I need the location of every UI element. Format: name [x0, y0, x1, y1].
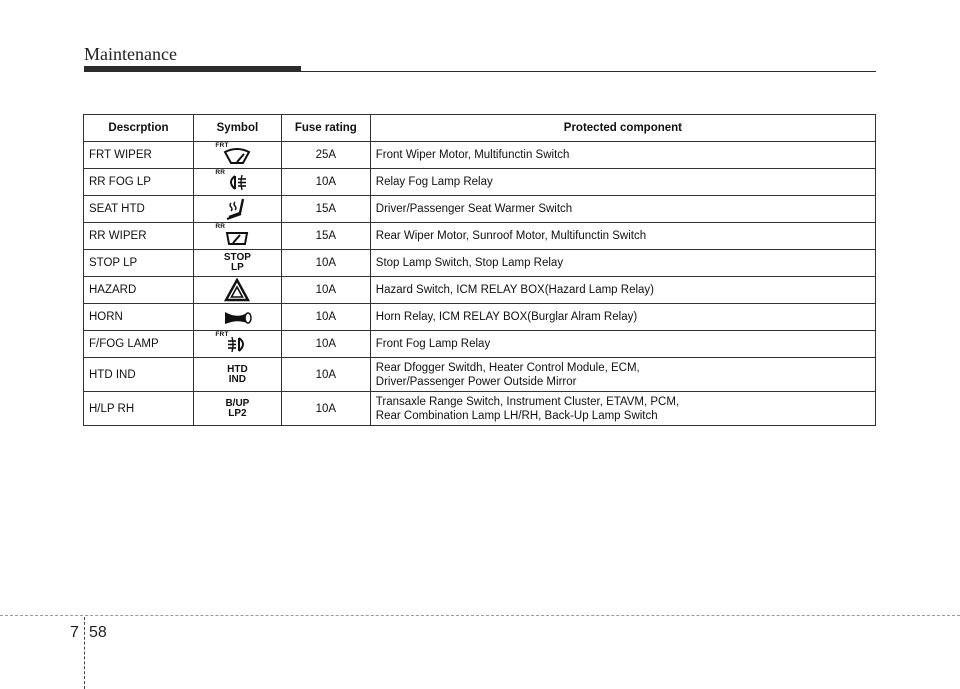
symbol-tag: RR	[215, 169, 226, 176]
fuse-description: SEAT HTD	[84, 196, 194, 223]
fuse-symbol	[193, 358, 281, 392]
page-section-title: Maintenance	[84, 44, 177, 64]
protected-component: Rear Dfogger Switdh, Heater Control Module, ECM, Driver/Passenger Power Outside Mirror	[370, 358, 875, 392]
fuse-rating: 10A	[281, 331, 370, 358]
footer-margin-line	[84, 617, 85, 689]
fuse-symbol	[193, 277, 281, 304]
fuse-description: HAZARD	[84, 277, 194, 304]
fuse-symbol	[193, 304, 281, 331]
symbol-label: HTD IND	[227, 363, 248, 385]
protected-component: Front Fog Lamp Relay	[370, 331, 875, 358]
symbol-label: STOP LP	[223, 252, 251, 273]
footer-divider	[0, 615, 960, 616]
chapter-number: 7	[70, 624, 79, 641]
table-row	[84, 223, 876, 250]
fuse-description: HORN	[84, 304, 194, 331]
fuse-table	[83, 114, 876, 426]
table-row	[84, 358, 876, 392]
fuse-rating: 10A	[281, 358, 370, 392]
fuse-symbol	[193, 169, 281, 196]
rear-fog-lamp-icon	[207, 170, 267, 194]
table-row	[84, 304, 876, 331]
protected-component: Transaxle Range Switch, Instrument Cluster, ETAVM, PCM, Rear Combination Lamp LH/RH, Back-Up Lamp Switch	[370, 392, 875, 426]
fuse-rating: 10A	[281, 277, 370, 304]
fuse-description: RR WIPER	[84, 223, 194, 250]
symbol-tag: RR	[215, 223, 226, 230]
hazard-triangle-icon	[207, 278, 267, 302]
fuse-rating: 10A	[281, 250, 370, 277]
header-rule	[301, 71, 876, 72]
fuse-description: FRT WIPER	[84, 142, 194, 169]
fuse-rating: 25A	[281, 142, 370, 169]
fuse-rating: 15A	[281, 223, 370, 250]
fuse-symbol	[193, 250, 281, 277]
fuse-rating: 10A	[281, 392, 370, 426]
fuse-symbol	[193, 196, 281, 223]
symbol-label: B/UP LP2	[225, 397, 250, 419]
table-row	[84, 250, 876, 277]
fuse-description: H/LP RH	[84, 392, 194, 426]
header-bar	[84, 66, 301, 72]
column-header-description: Descrption	[84, 115, 194, 142]
fuse-rating: 15A	[281, 196, 370, 223]
rear-wiper-icon	[207, 224, 267, 248]
protected-component: Front Wiper Motor, Multifunctin Switch	[370, 142, 875, 169]
table-row	[84, 277, 876, 304]
column-header-fuse-rating: Fuse rating	[281, 115, 370, 142]
protected-component: Relay Fog Lamp Relay	[370, 169, 875, 196]
fuse-symbol	[193, 142, 281, 169]
front-fog-lamp-icon	[207, 332, 267, 356]
protected-component: Rear Wiper Motor, Sunroof Motor, Multifunctin Switch	[370, 223, 875, 250]
fuse-symbol	[193, 392, 281, 426]
symbol-tag: FRT	[215, 331, 229, 338]
fuse-description: STOP LP	[84, 250, 194, 277]
fuse-symbol	[193, 331, 281, 358]
table-row	[84, 331, 876, 358]
protected-component: Driver/Passenger Seat Warmer Switch	[370, 196, 875, 223]
protected-component: Horn Relay, ICM RELAY BOX(Burglar Alram Relay)	[370, 304, 875, 331]
symbol-tag: FRT	[215, 142, 229, 149]
seat-heater-icon	[207, 197, 267, 221]
table-row	[84, 169, 876, 196]
fuse-description: RR FOG LP	[84, 169, 194, 196]
table-row	[84, 392, 876, 426]
page-number: 58	[89, 624, 107, 641]
table-row	[84, 196, 876, 223]
fuse-description: F/FOG LAMP	[84, 331, 194, 358]
fuse-rating: 10A	[281, 304, 370, 331]
column-header-symbol: Symbol	[193, 115, 281, 142]
protected-component: Hazard Switch, ICM RELAY BOX(Hazard Lamp Relay)	[370, 277, 875, 304]
horn-icon	[207, 305, 267, 329]
column-header-protected-component: Protected component	[370, 115, 875, 142]
fuse-rating: 10A	[281, 169, 370, 196]
protected-component: Stop Lamp Switch, Stop Lamp Relay	[370, 250, 875, 277]
fuse-description: HTD IND	[84, 358, 194, 392]
fuse-symbol	[193, 223, 281, 250]
front-wiper-icon	[207, 143, 267, 167]
table-row	[84, 142, 876, 169]
table-header-row	[84, 115, 876, 142]
